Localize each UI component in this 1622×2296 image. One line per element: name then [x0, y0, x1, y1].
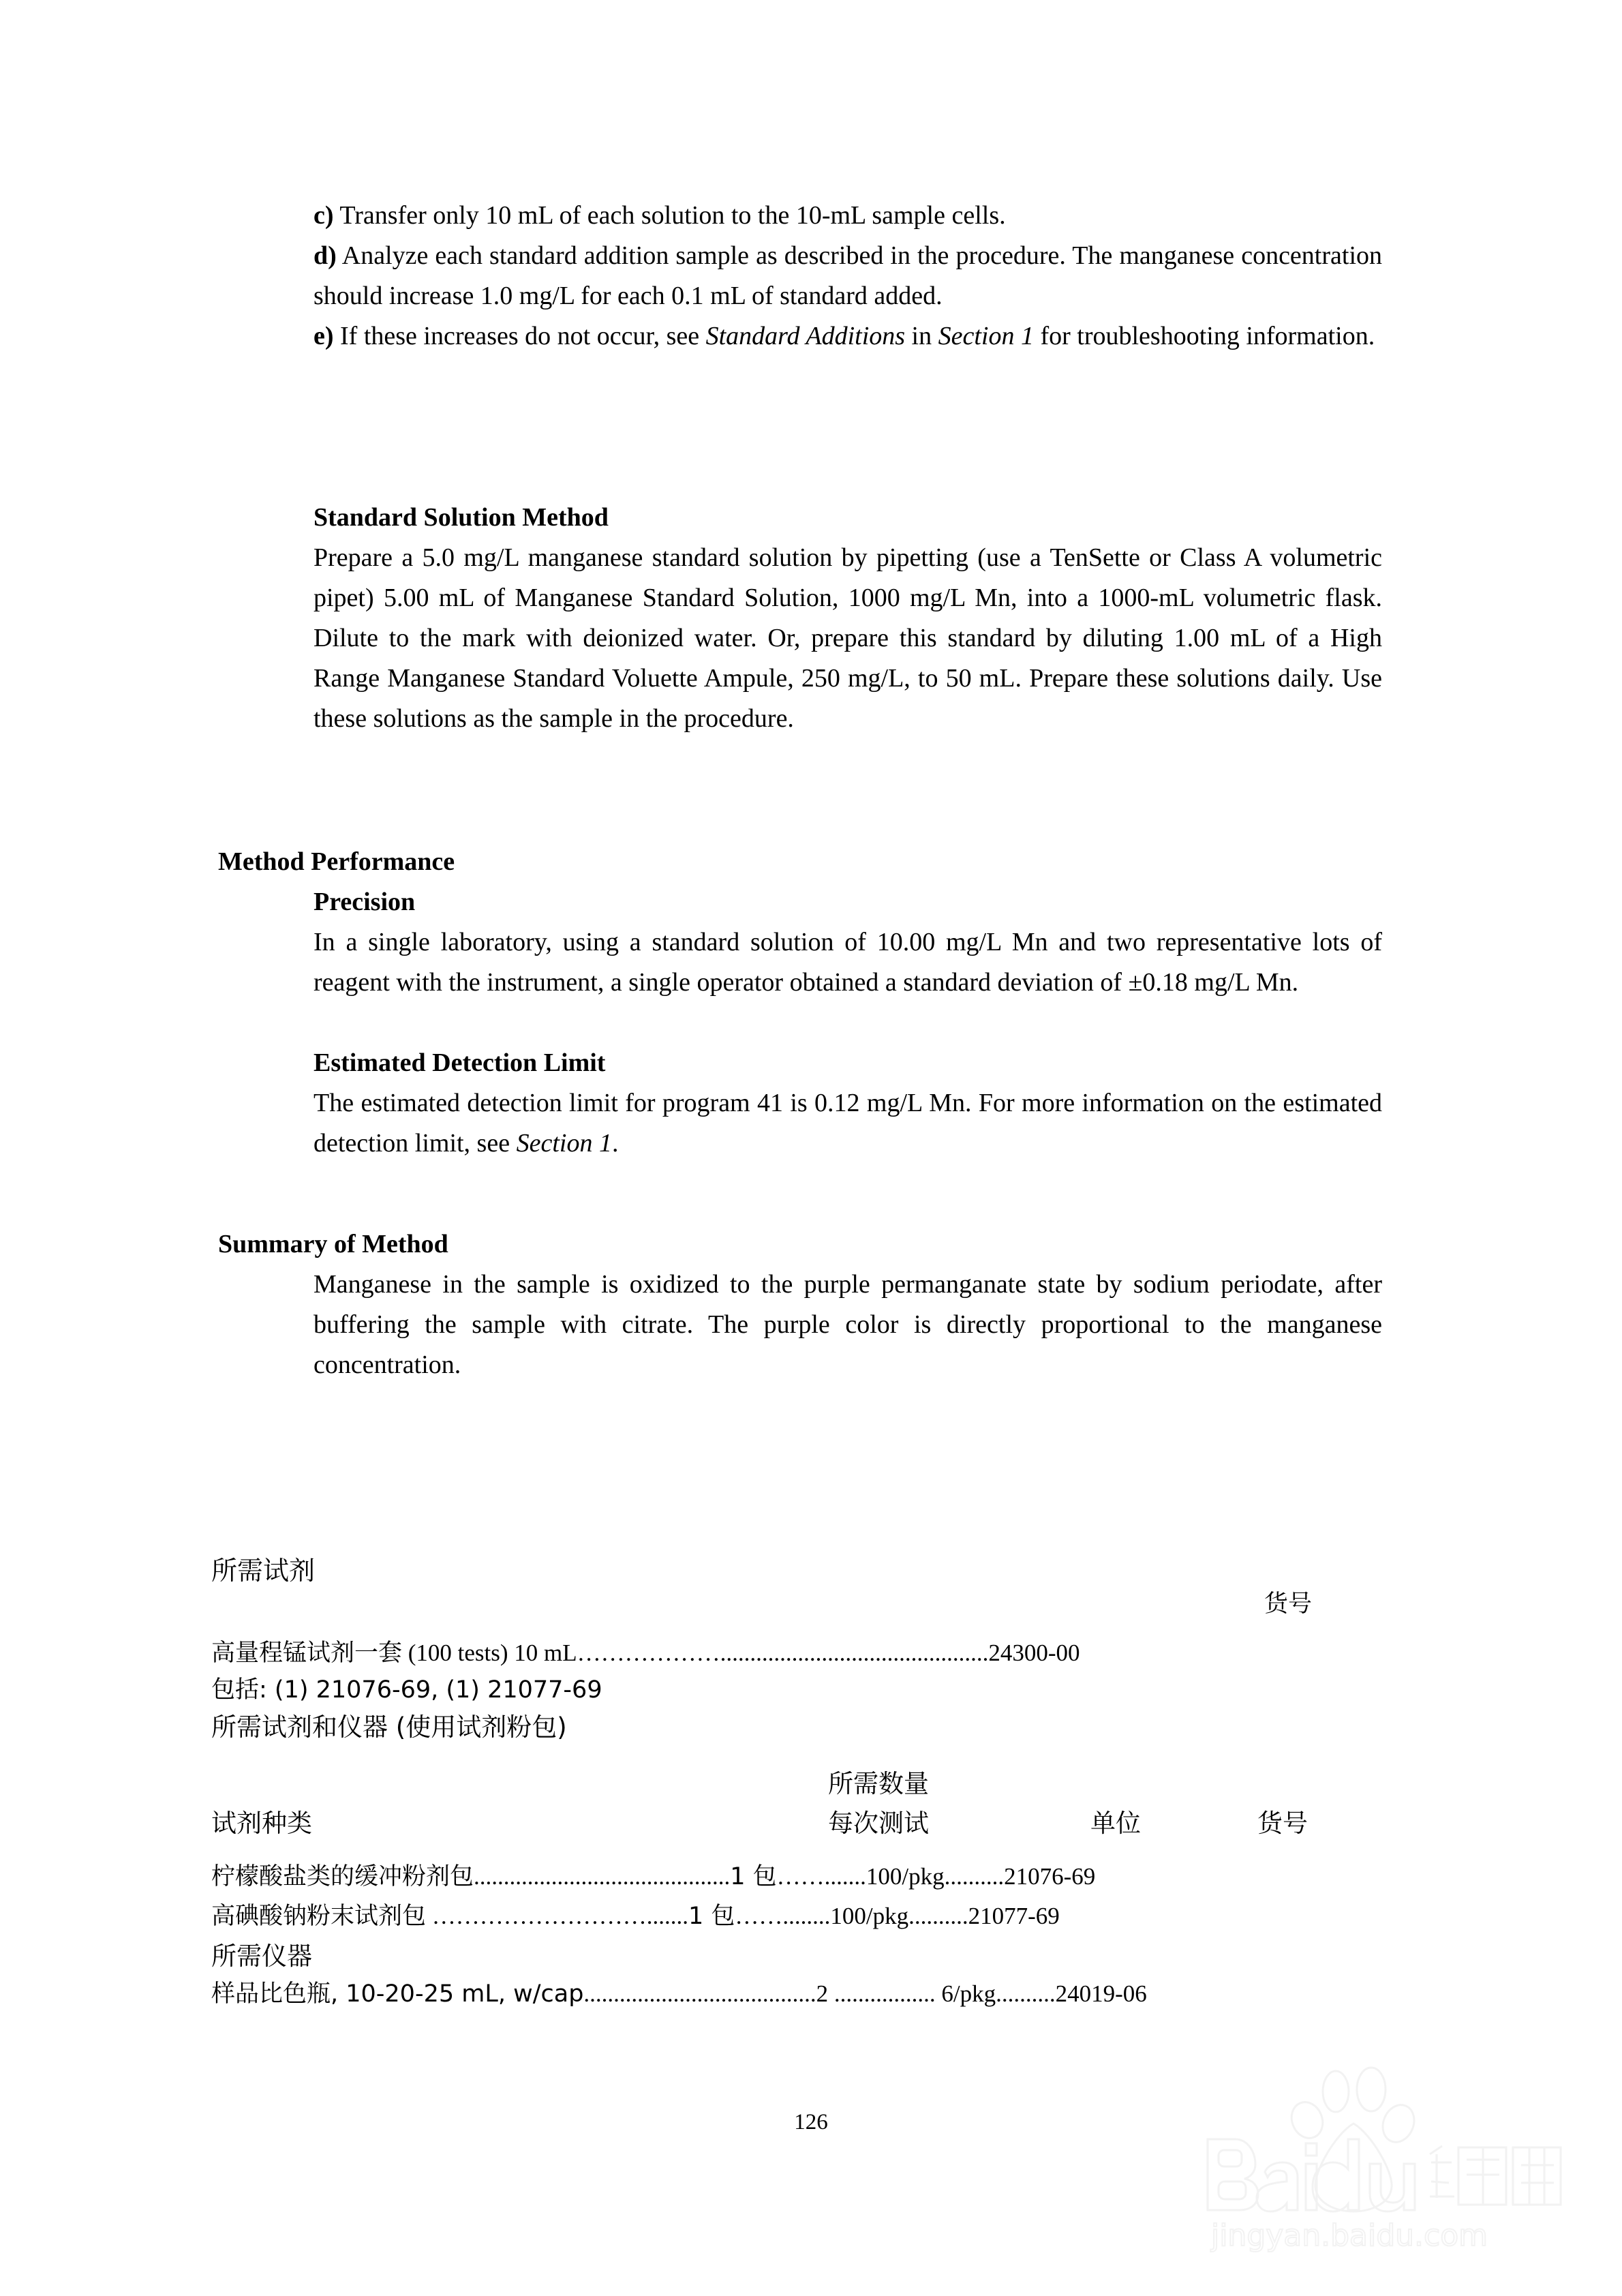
heading-reagents-and-apparatus [211, 1708, 567, 1747]
reagent-kit-name-en: (100 tests) 10 mL [408, 1640, 577, 1666]
step-d-label: d) [313, 241, 337, 270]
page-number: 126 [794, 2110, 828, 2134]
row-leader-2: ................. [833, 1980, 936, 2007]
precision-body: In a single laboratory, using a standard solution of 10.00 mg/L Mn and two representative lots of reagent with the instrument, a single operator obtained a standard deviation of ±0.18 mg/L Mn. [313, 928, 1382, 997]
cn-char-yan [1513, 2147, 1561, 2205]
letter-a [1257, 2162, 1298, 2211]
letter-d [1313, 2139, 1359, 2211]
row-leader-3: .......... [944, 1863, 1005, 1890]
heading-apparatus-required: 所需仪器 [211, 1942, 312, 1971]
step-e-text-3: for troubleshooting information. [1033, 322, 1375, 350]
table-row [211, 1976, 1147, 2012]
reagent-kit-row [211, 1635, 1080, 1672]
table-row [211, 1858, 1095, 1895]
heading-method-performance: Method Performance [218, 847, 455, 876]
step-e-label: e) [313, 322, 334, 350]
reagent-kit-leader: ………………............................................. [577, 1640, 989, 1666]
row-leader-1: ........................................... [474, 1863, 731, 1890]
cn-char-jing [1430, 2146, 1454, 2198]
step-e-text-1: If these increases do not occur, see [340, 322, 706, 350]
step-c [313, 196, 1382, 236]
row-catalog: 21077-69 [968, 1903, 1060, 1929]
row-per-test: 1 包 [730, 1863, 777, 1890]
row-name: 高碘酸钠粉末试剂包 [211, 1903, 427, 1930]
reagents-apparatus-heading-suffix: (使用试剂粉包) [395, 1712, 567, 1742]
row-leader-3: .......... [908, 1903, 968, 1929]
step-d [313, 236, 1382, 316]
reagents-apparatus-heading-main: 所需试剂和仪器 [211, 1712, 388, 1742]
reagent-kit-includes: 包括: (1) 21076-69, (1) 21077-69 [211, 1676, 602, 1704]
row-leader-1: ………………………....... [431, 1903, 689, 1929]
letter-b [1208, 2139, 1258, 2210]
baidu-jingyan-watermark [1131, 2052, 1567, 2256]
edl-text-2: . [611, 1129, 619, 1158]
summary-of-method-body: Manganese in the sample is oxidized to the purple permanganate state by sodium periodate, after buffering the sample with citrate. The purple color is directly proportional to the manganese concentration. [313, 1270, 1382, 1379]
row-per-test: 1 包 [688, 1903, 735, 1930]
row-unit: 6/pkg [941, 1980, 996, 2007]
paw-toe-icon [1323, 2071, 1349, 2112]
step-e [313, 316, 1382, 357]
watermark-url: jingyan.baidu.com [1210, 2218, 1488, 2253]
heading-precision: Precision [313, 888, 416, 916]
row-unit: 100/pkg [830, 1903, 909, 1929]
step-e-ref-section-1: Section 1 [938, 322, 1034, 350]
heading-standard-solution-method: Standard Solution Method [313, 503, 609, 532]
edl-ref-section-1: Section 1 [516, 1129, 612, 1158]
column-header-catalog: 货号 [1257, 1809, 1308, 1838]
row-name: 柠檬酸盐类的缓冲粉剂包 [211, 1863, 474, 1890]
quantity-group-header: 所需数量 [828, 1769, 929, 1798]
column-header-per-test: 每次测试 [828, 1809, 929, 1838]
row-leader-2: ……........ [735, 1903, 831, 1929]
estimated-detection-limit-body [313, 1083, 1382, 1164]
row-per-test: 2 [816, 1980, 829, 2007]
row-name: 样品比色瓶, 10-20-25 mL, w/cap [211, 1980, 584, 2008]
reagents-required-catalog-header: 货号 [1264, 1590, 1313, 1618]
heading-summary-of-method: Summary of Method [218, 1230, 448, 1258]
step-c-text: Transfer only 10 mL of each solution to the 10-mL sample cells. [339, 201, 1006, 230]
row-leader-3: .......... [996, 1980, 1056, 2007]
row-leader-2: ……....... [776, 1863, 866, 1890]
reagent-kit-catalog: 24300-00 [988, 1640, 1080, 1666]
column-header-unit: 单位 [1090, 1809, 1141, 1838]
step-e-text-2: in [905, 322, 938, 350]
heading-reagents-required: 所需试剂 [211, 1556, 316, 1586]
table-row [211, 1898, 1060, 1935]
column-header-reagent-name: 试剂种类 [211, 1809, 312, 1838]
step-c-label: c) [313, 201, 334, 230]
letter-u [1370, 2164, 1415, 2211]
paw-pad-icon [1315, 2124, 1392, 2211]
step-e-ref-standard-additions: Standard Additions [705, 322, 906, 350]
row-catalog: 21076-69 [1004, 1863, 1096, 1890]
standard-solution-method-body: Prepare a 5.0 mg/L manganese standard solution by pipetting (use a TenSette or Class A volumetric pipet) 5.00 mL of Manganese Standard Solution, 1000 mg/L Mn, into a 1000-mL volumetric flask. Dilute to the mark with deionized water. Or, prepare this standard by diluting 1.00 mL of a High Range Manganese Standard Voluette Ampule, 250 mg/L, to 50 mL. Prepare these solutions daily. Use these solutions as the sample in the procedure. [313, 543, 1382, 733]
step-d-text: Analyze each standard addition sample as described in the procedure. The manganese concentration should increase 1.0 mg/L for each 0.1 mL of standard added. [313, 241, 1382, 310]
row-catalog: 24019-06 [1055, 1980, 1147, 2007]
row-leader-1: ....................................... [583, 1980, 816, 2007]
edl-text-1: The estimated detection limit for program 41 is 0.12 mg/L Mn. For more information on the estimated detection limit, see [313, 1089, 1382, 1158]
paw-toe-icon [1357, 2068, 1386, 2111]
heading-estimated-detection-limit: Estimated Detection Limit [313, 1048, 606, 1077]
row-unit: 100/pkg [866, 1863, 945, 1890]
reagent-kit-name-cn: 高量程锰试剂一套 [211, 1640, 403, 1667]
